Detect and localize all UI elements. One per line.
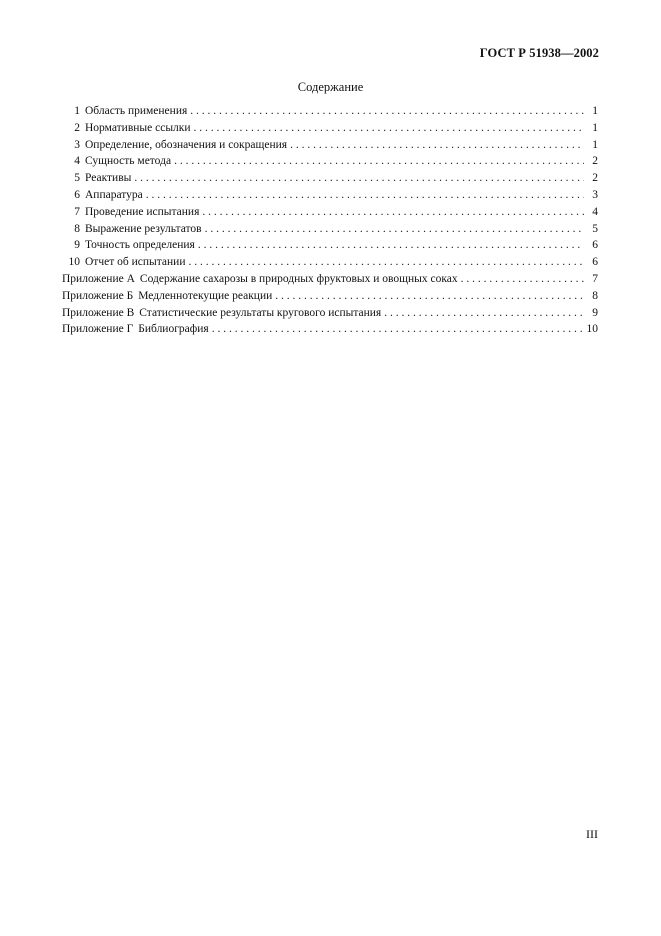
toc-entry-label: Область применения	[85, 105, 188, 117]
toc-entry[interactable]	[62, 153, 598, 170]
toc-entry-number: 2	[74, 121, 80, 134]
toc-appendix-prefix: Приложение В	[62, 306, 135, 319]
toc-appendix-prefix: Приложение А	[62, 272, 135, 285]
toc-entry-number: 9	[74, 239, 80, 252]
toc-appendix-page: 7	[592, 272, 598, 285]
toc-entry-label: Нормативные ссылки	[85, 121, 191, 134]
toc-leader-dots	[202, 204, 584, 221]
toc-entry-number: 4	[74, 155, 80, 168]
toc-leader-dots	[188, 254, 584, 271]
table-of-contents	[62, 103, 598, 338]
toc-entry[interactable]	[62, 221, 598, 238]
toc-entry-page: 1	[592, 138, 598, 151]
toc-leader-dots	[194, 120, 584, 137]
toc-appendix-prefix: Приложение Г	[62, 323, 134, 336]
toc-entry-page: 2	[592, 155, 598, 168]
toc-entry-number: 8	[74, 222, 80, 235]
toc-entry-label: Реактивы	[85, 172, 132, 185]
toc-appendix-entry[interactable]	[62, 271, 598, 288]
page-number: III	[586, 827, 598, 841]
toc-entry-label: Сущность метода	[85, 155, 172, 168]
toc-entry-label: Выражение результатов	[85, 222, 202, 235]
toc-entry-page: 3	[592, 188, 598, 201]
toc-entry-label: Определение, обозначения и сокращения	[85, 138, 288, 151]
toc-entry-number: 3	[74, 138, 80, 151]
toc-leader-dots	[190, 103, 584, 120]
toc-entry-number: 5	[74, 172, 80, 185]
toc-title: Содержание	[297, 80, 364, 94]
toc-appendix-label: Содержание сахарозы в природных фруктовых и овощных соках	[139, 272, 458, 285]
toc-entry-label: Точность определения	[85, 239, 195, 252]
toc-entry[interactable]	[62, 237, 598, 254]
toc-appendix-page: 9	[592, 306, 598, 319]
toc-entry-page: 6	[592, 239, 598, 252]
toc-entry[interactable]	[62, 137, 598, 154]
toc-appendix-page: 8	[592, 289, 598, 302]
toc-entry[interactable]	[62, 204, 598, 221]
toc-appendix-label: Медленнотекущие реакции	[138, 289, 273, 302]
toc-entry[interactable]	[62, 170, 598, 187]
toc-entry-label: Отчет об испытании	[85, 256, 186, 269]
toc-leader-dots	[205, 221, 584, 238]
toc-entry-page: 4	[592, 205, 598, 218]
toc-leader-dots	[134, 170, 584, 187]
toc-leader-dots	[275, 288, 584, 305]
toc-appendix-entry[interactable]	[62, 305, 598, 322]
toc-entry-page: 1	[592, 105, 598, 117]
toc-appendix-entry[interactable]	[62, 288, 598, 305]
toc-entry-number: 1	[74, 105, 80, 117]
toc-appendix-page: 10	[586, 323, 598, 336]
toc-leader-dots	[212, 321, 583, 338]
toc-entry-page: 6	[592, 256, 598, 269]
toc-entry-page: 5	[592, 222, 598, 235]
toc-entry[interactable]	[62, 254, 598, 271]
toc-entry-number: 6	[74, 188, 80, 201]
toc-leader-dots	[290, 137, 584, 154]
toc-leader-dots	[461, 271, 584, 288]
toc-appendix-entry[interactable]	[62, 321, 598, 338]
toc-entry-number: 10	[68, 256, 80, 269]
toc-appendix-prefix: Приложение Б	[62, 289, 134, 302]
toc-entry[interactable]	[62, 120, 598, 137]
toc-entry[interactable]	[62, 103, 598, 120]
toc-leader-dots	[174, 153, 584, 170]
toc-entry-number: 7	[74, 205, 80, 218]
toc-appendix-label: Статистические результаты кругового испытания	[139, 306, 382, 319]
toc-entry-label: Проведение испытания	[85, 205, 200, 218]
toc-appendix-label: Библиография	[138, 323, 209, 336]
toc-leader-dots	[146, 187, 584, 204]
toc-leader-dots	[384, 305, 584, 322]
document-code: ГОСТ Р 51938—2002	[479, 46, 599, 60]
toc-leader-dots	[198, 237, 584, 254]
toc-entry[interactable]	[62, 187, 598, 204]
toc-entry-page: 1	[592, 121, 598, 134]
toc-entry-page: 2	[592, 172, 598, 185]
toc-entry-label: Аппаратура	[85, 188, 143, 201]
